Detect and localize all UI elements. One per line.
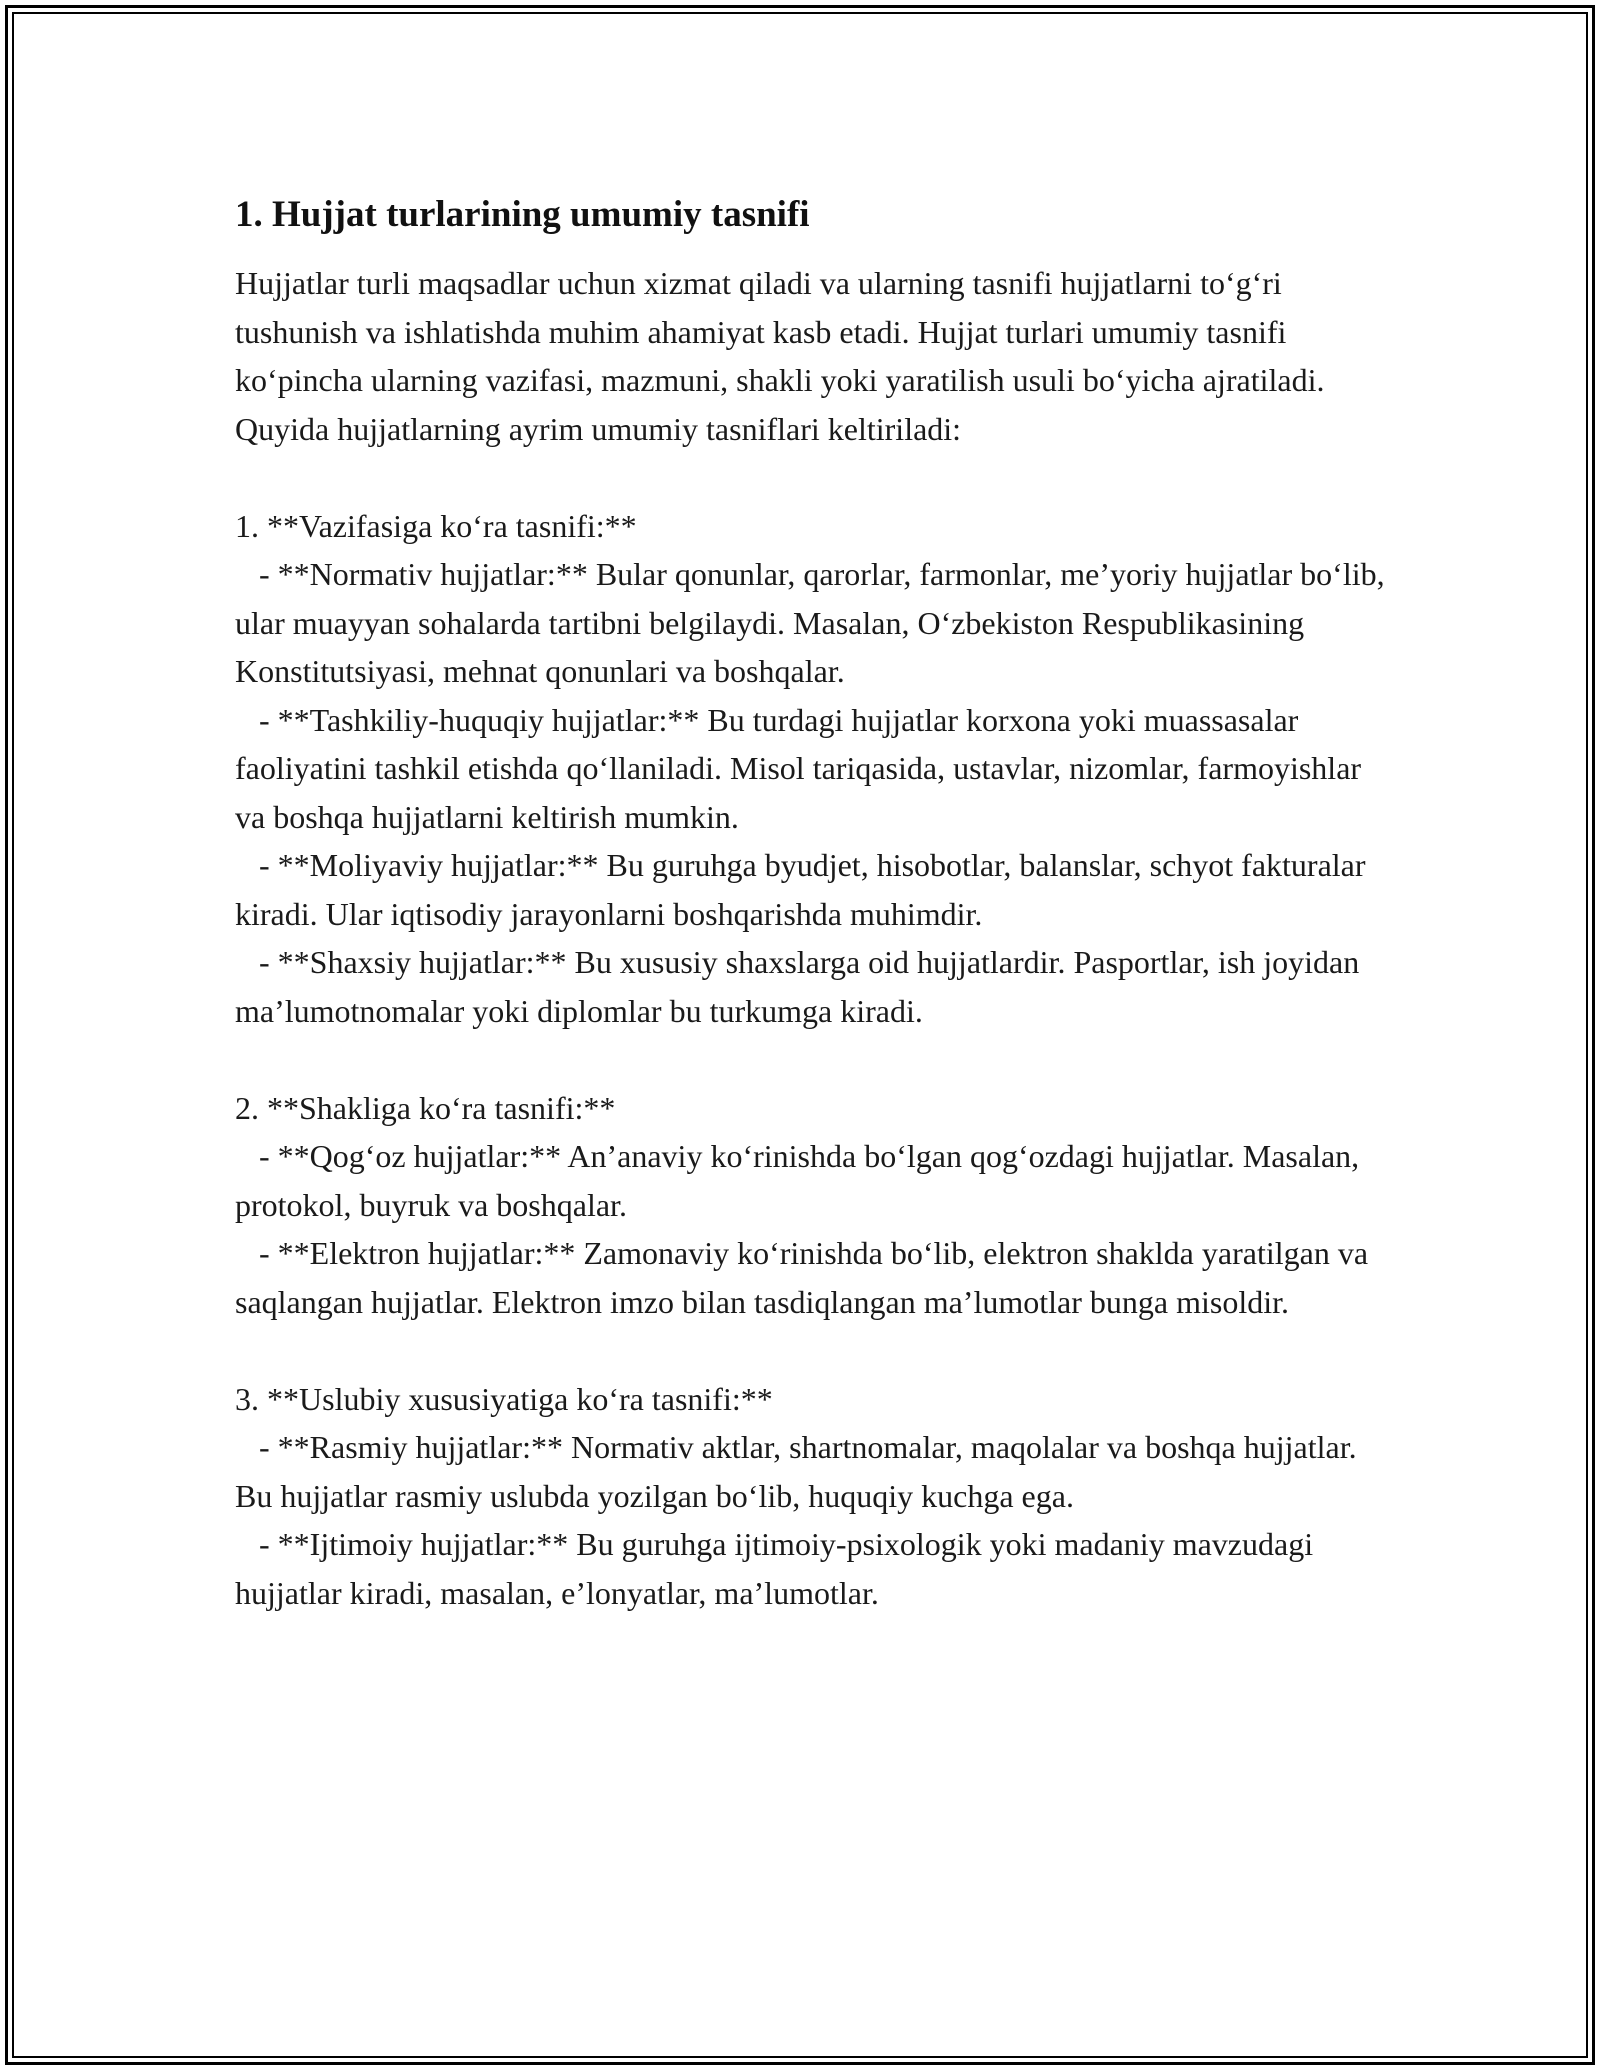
section-function bbox=[235, 502, 1393, 1036]
list-item: - **Rasmiy hujjatlar:** Normativ aktlar, shartnomalar, maqolalar va boshqa hujjatlar. Bu hujjatlar rasmiy uslubda yozilgan bo‘lib, huquqiy kuchga ega. bbox=[235, 1429, 1365, 1514]
paragraph-gap bbox=[235, 1326, 1385, 1375]
list-item: - **Tashkiliy-huquqiy hujjatlar:** Bu turdagi hujjatlar korxona yoki muassasalar faoliyatini tashkil etishda qo‘llaniladi. Misol tariqasida, ustavlar, nizomlar, farmoyishlar va boshqa hujjatlarni keltirish mumkin. bbox=[235, 701, 1370, 835]
section-heading: 2. **Shakliga ko‘ra tasnifi:** bbox=[235, 1089, 616, 1126]
section-heading: 1. **Vazifasiga ko‘ra tasnifi:** bbox=[235, 507, 637, 544]
document-body bbox=[235, 185, 1393, 1617]
paragraph-gap bbox=[235, 1035, 1385, 1084]
document-title: 1. Hujjat turlarining umumiy tasnifi bbox=[235, 194, 810, 235]
list-item: - **Moliyaviy hujjatlar:** Bu guruhga byudjet, hisobotlar, balanslar, schyot fakturalar kiradi. Ular iqtisodiy jarayonlarni boshqarishda muhimdir. bbox=[235, 847, 1374, 932]
paragraph-gap bbox=[235, 453, 1385, 502]
list-item: - **Normativ hujjatlar:** Bular qonunlar, qarorlar, farmonlar, me’yoriy hujjatlar bo‘lib, ular muayyan sohalarda tartibni belgilaydi. Masalan, O‘zbekiston Respublikasining Konstitutsiyasi, mehnat qonunlari va boshqalar. bbox=[235, 556, 1393, 689]
list-item: - **Shaxsiy hujjatlar:** Bu xususiy shaxslarga oid hujjatlardir. Pasportlar, ish joyidan ma’lumotnomalar yoki diplomlar bu turkumga kiradi. bbox=[235, 944, 1368, 1029]
list-item: - **Elektron hujjatlar:** Zamonaviy ko‘rinishda bo‘lib, elektron shaklda yaratilgan va saqlangan hujjatlar. Elektron imzo bilan tasdiqlangan ma’lumotlar bunga misoldir. bbox=[235, 1235, 1377, 1320]
section-heading: 3. **Uslubiy xususiyatiga ko‘ra tasnifi:** bbox=[235, 1380, 773, 1417]
list-item: - **Qog‘oz hujjatlar:** An’anaviy ko‘rinishda bo‘lgan qog‘ozdagi hujjatlar. Masalan, protokol, buyruk va boshqalar. bbox=[235, 1138, 1368, 1223]
intro-paragraph: Hujjatlar turli maqsadlar uchun xizmat qiladi va ularning tasnifi hujjatlarni to‘g‘ri tushunish va ishlatishda muhim ahamiyat kasb etadi. Hujjat turlari umumiy tasnifi ko‘pincha ularning vazifasi, mazmuni, shakli yoki yaratilish usuli bo‘yicha ajratiladi. Quyida hujjatlarning ayrim umumiy tasniflari keltiriladi: bbox=[235, 265, 1333, 447]
list-item: - **Ijtimoiy hujjatlar:** Bu guruhga ijtimoiy-psixologik yoki madaniy mavzudagi hujjatlar kiradi, masalan, e’lonyatlar, ma’lumotlar. bbox=[235, 1526, 1322, 1611]
section-form bbox=[235, 1084, 1385, 1327]
section-style bbox=[235, 1375, 1385, 1618]
